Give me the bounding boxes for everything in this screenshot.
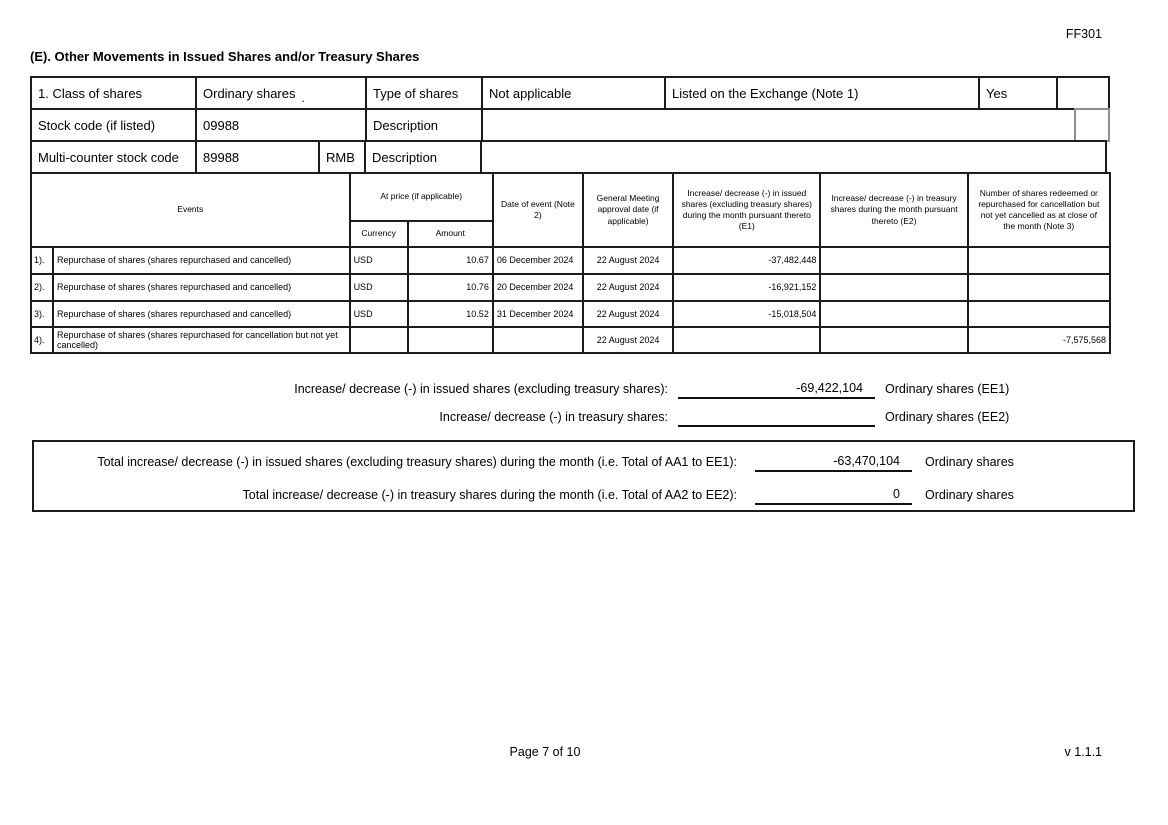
issued-total-row — [34, 448, 1133, 472]
treasury-subtotal-row — [30, 403, 1009, 427]
multi-counter-label: Multi-counter stock code — [30, 140, 197, 174]
issued-total-label: Total increase/ decrease (-) in issued shares (excluding treasury shares) during the month (i.e. Total of AA1 to EE1): — [97, 455, 737, 469]
event-amount: 10.76 — [408, 274, 493, 301]
form-code: FF301 — [1065, 27, 1102, 41]
issued-subtotal-unit: Ordinary shares (EE1) — [885, 382, 1010, 396]
multi-counter-value: 89988 — [195, 140, 320, 174]
event-date: 31 December 2024 — [493, 301, 583, 327]
col-header-e2: Increase/ decrease (-) in treasury shares during the month pursuant thereto (E2) — [820, 173, 967, 247]
event-number: 2). — [31, 274, 53, 301]
treasury-subtotal-unit: Ordinary shares (EE2) — [885, 410, 1010, 424]
stock-code-label: Stock code (if listed) — [30, 108, 197, 142]
event-currency: USD — [350, 274, 408, 301]
col-header-gm-approval: General Meeting approval date (if applicable) — [583, 173, 673, 247]
event-e1-value: -37,482,448 — [673, 247, 820, 274]
treasury-subtotal-label: Increase/ decrease (-) in treasury shares: — [439, 410, 668, 424]
multi-counter-currency: RMB — [318, 140, 366, 174]
issued-total-unit: Ordinary shares — [925, 455, 1014, 469]
event-currency: USD — [350, 301, 408, 327]
treasury-total-row — [34, 481, 1133, 505]
event-gm-date: 22 August 2024 — [583, 327, 673, 353]
event-description: Repurchase of shares (shares repurchased and cancelled) — [53, 274, 350, 301]
event-e1-value: -15,018,504 — [673, 301, 820, 327]
event-amount: 10.67 — [408, 247, 493, 274]
events-header-row-1 — [31, 173, 1110, 221]
events-table — [30, 172, 1111, 354]
treasury-subtotal-value — [678, 405, 875, 427]
event-number: 3). — [31, 301, 53, 327]
col-header-amount: Amount — [408, 221, 493, 247]
col-header-currency: Currency — [350, 221, 408, 247]
description1-trailing-cell — [1074, 108, 1110, 142]
class-of-shares-label: 1. Class of shares — [30, 76, 197, 110]
event-amount: 10.52 — [408, 301, 493, 327]
event-e1-value — [673, 327, 820, 353]
class-of-shares-text: Ordinary shares — [203, 85, 296, 101]
event-note3-value: -7,575,568 — [968, 327, 1110, 353]
stock-code-value: 09988 — [195, 108, 367, 142]
listed-on-exchange-label: Listed on the Exchange (Note 1) — [664, 76, 980, 110]
event-e1-value: -16,921,152 — [673, 274, 820, 301]
stray-period: . — [301, 91, 305, 105]
type-of-shares-label: Type of shares — [365, 76, 483, 110]
event-row-4 — [31, 327, 1110, 353]
issued-subtotal-row — [30, 375, 1009, 399]
col-header-note3: Number of shares redeemed or repurchased for cancellation but not yet cancelled as at close of the month (Note 3) — [968, 173, 1110, 247]
share-info-row-class — [30, 76, 1110, 110]
issued-total-value: -63,470,104 — [755, 450, 912, 472]
type-of-shares-value: Not applicable — [481, 76, 666, 110]
event-amount — [408, 327, 493, 353]
event-description: Repurchase of shares (shares repurchased and cancelled) — [53, 301, 350, 327]
section-title: (E). Other Movements in Issued Shares and/or Treasury Shares — [30, 49, 420, 64]
event-date: 20 December 2024 — [493, 274, 583, 301]
event-row-3 — [31, 301, 1110, 327]
event-note3-value — [968, 247, 1110, 274]
event-number: 1). — [31, 247, 53, 274]
event-gm-date: 22 August 2024 — [583, 301, 673, 327]
page-indicator: Page 7 of 10 — [509, 745, 581, 759]
event-e2-value — [820, 274, 967, 301]
event-e2-value — [820, 247, 967, 274]
treasury-total-value: 0 — [755, 483, 912, 505]
share-info-table — [30, 76, 1110, 174]
event-row-1 — [31, 247, 1110, 274]
description1-label: Description — [365, 108, 483, 142]
event-currency — [350, 327, 408, 353]
version-label: v 1.1.1 — [1064, 745, 1102, 759]
listed-empty-cell — [1056, 76, 1110, 110]
issued-subtotal-value: -69,422,104 — [678, 377, 875, 399]
treasury-total-label: Total increase/ decrease (-) in treasury shares during the month (i.e. Total of AA2 to EE2): — [242, 488, 737, 502]
event-description: Repurchase of shares (shares repurchased and cancelled) — [53, 247, 350, 274]
event-gm-date: 22 August 2024 — [583, 247, 673, 274]
event-description: Repurchase of shares (shares repurchased for cancellation but not yet cancelled) — [53, 327, 350, 353]
col-header-events: Events — [31, 173, 350, 247]
listed-on-exchange-value: Yes — [978, 76, 1058, 110]
issued-subtotal-label: Increase/ decrease (-) in issued shares (excluding treasury shares): — [294, 382, 668, 396]
description2-value — [480, 140, 1107, 174]
event-currency: USD — [350, 247, 408, 274]
event-gm-date: 22 August 2024 — [583, 274, 673, 301]
event-e2-value — [820, 301, 967, 327]
description2-label: Description — [364, 140, 482, 174]
totals-box — [32, 440, 1135, 512]
event-number: 4). — [31, 327, 53, 353]
treasury-total-unit: Ordinary shares — [925, 488, 1014, 502]
event-date — [493, 327, 583, 353]
share-info-row-stock-code — [30, 108, 1110, 142]
subtotals-section — [30, 375, 1009, 431]
event-row-2 — [31, 274, 1110, 301]
description1-value — [481, 108, 1076, 142]
event-date: 06 December 2024 — [493, 247, 583, 274]
col-header-e1: Increase/ decrease (-) in issued shares (excluding treasury shares) during the month pursuant thereto (E1) — [673, 173, 820, 247]
event-note3-value — [968, 301, 1110, 327]
share-info-row-multi-counter — [30, 140, 1110, 174]
event-e2-value — [820, 327, 967, 353]
class-of-shares-value — [195, 76, 367, 110]
col-header-date-of-event: Date of event (Note 2) — [493, 173, 583, 247]
col-header-at-price: At price (if applicable) — [350, 173, 493, 221]
event-note3-value — [968, 274, 1110, 301]
